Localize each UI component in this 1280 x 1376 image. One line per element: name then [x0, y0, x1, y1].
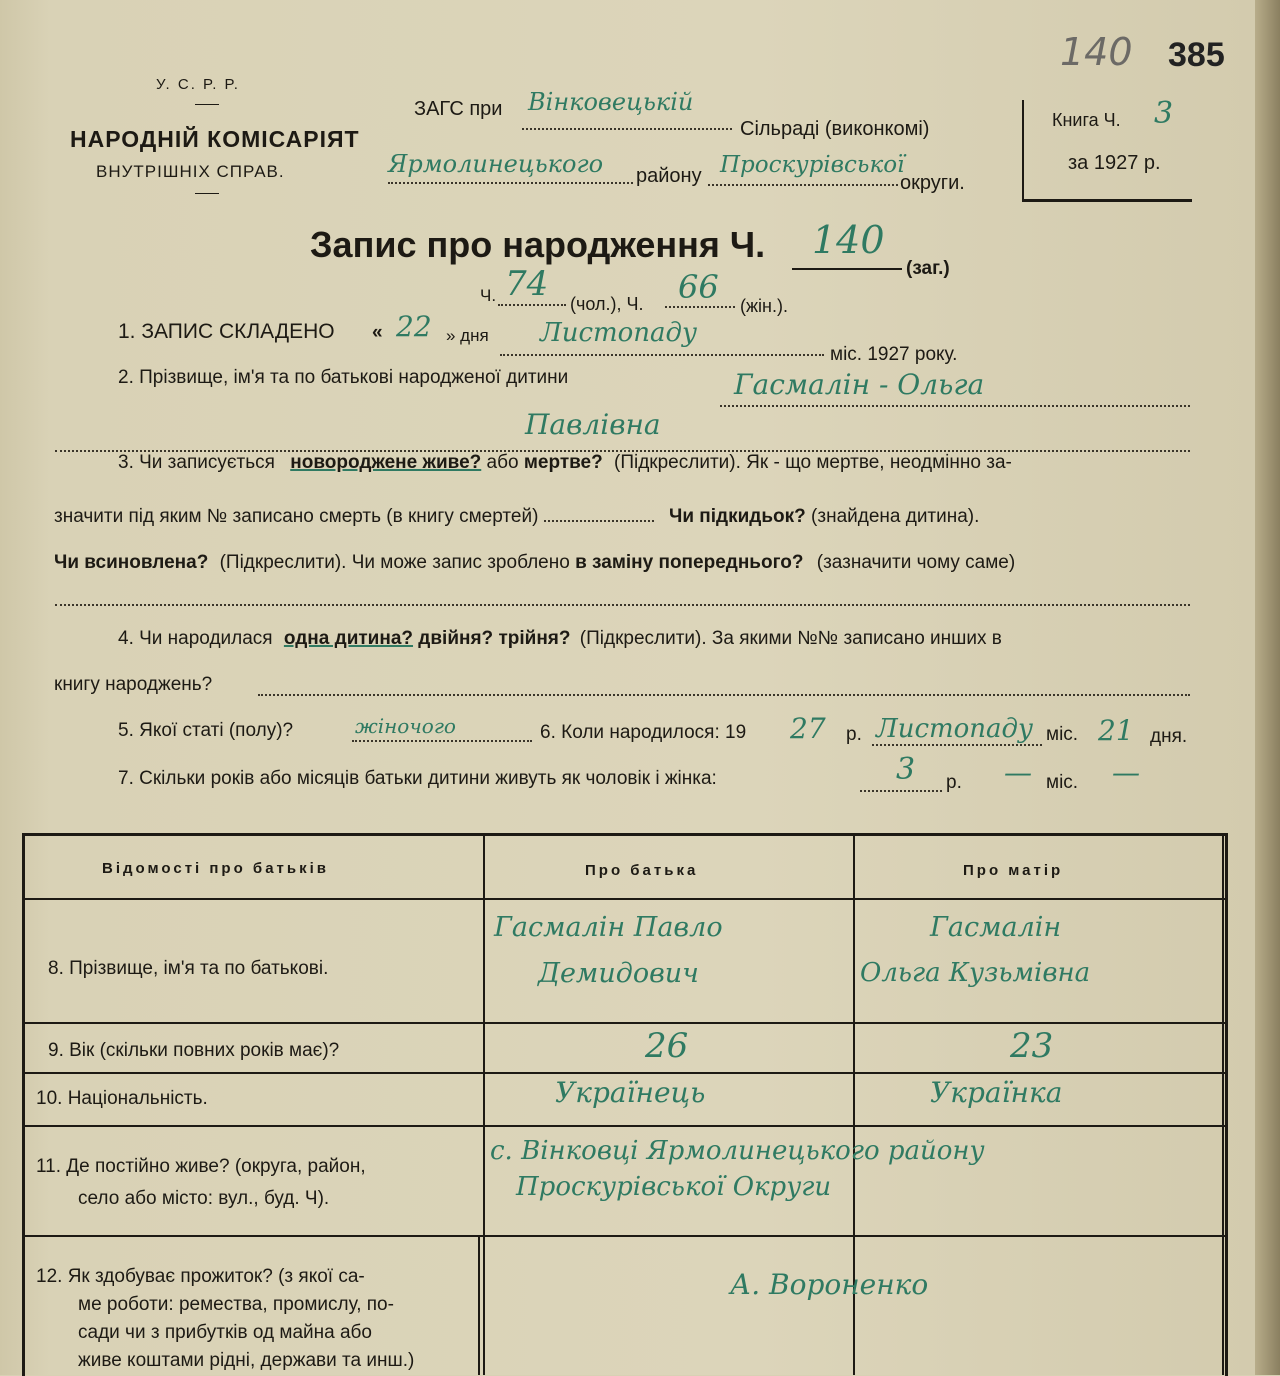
f3-line1	[118, 452, 1012, 474]
republic-label: У. С. Р. Р.	[156, 76, 240, 93]
f3-text-c: (Підкреслити). Як - що мертве, неодмінно за-	[614, 452, 1012, 473]
f3-alive: новороджене живе?	[290, 452, 482, 473]
district-label: району	[636, 165, 702, 187]
zags-line	[522, 128, 732, 130]
f2-name-hand: Гасмалін - Ольга	[734, 368, 985, 401]
f3-found: Чи підкидьок?	[668, 506, 806, 527]
male-label: (чол.), Ч.	[570, 294, 644, 314]
row10-label: 10. Національність.	[36, 1088, 208, 1109]
f3-adopted: Чи всиновлена?	[54, 552, 209, 573]
row10-mother-hand: Українка	[930, 1076, 1063, 1109]
table-rule-header	[22, 898, 1225, 900]
f1-quote-close: » дня	[446, 326, 489, 345]
f7-years-line	[860, 790, 942, 792]
f3-line2	[54, 506, 979, 528]
f3-line-blank	[55, 604, 1190, 606]
row9-mother-hand: 23	[1010, 1026, 1054, 1066]
table-header-mother: Про матір	[963, 862, 1064, 879]
female-number-line	[665, 306, 735, 308]
zags-village-hand: Вінковецькій	[528, 88, 694, 116]
table-col-1	[483, 836, 485, 1375]
book-label: Книга Ч.	[1052, 110, 1121, 130]
okrug-hand: Проскурівської	[720, 152, 905, 178]
f6-month-hand: Листопаду	[876, 714, 1034, 744]
okrug-label: округи.	[900, 172, 965, 194]
f4-triplets: трійня?	[498, 628, 571, 649]
f7-r: р.	[946, 772, 962, 793]
row9-label: 9. Вік (скільки повних років має)?	[48, 1040, 340, 1061]
table-col-3	[1222, 836, 1224, 1375]
f6-r: р.	[846, 724, 862, 745]
f1-day-hand: 22	[396, 310, 432, 343]
f3-line2-end: (знайдена дитина).	[811, 506, 980, 527]
male-ch-label: Ч.	[480, 286, 497, 305]
row8-mother-hand-2: Ольга Кузьмівна	[860, 958, 1091, 988]
f4-text-a: 4. Чи народилася	[118, 628, 273, 649]
row12-divider	[478, 1236, 480, 1375]
f7-label: 7. Скільки років або місяців батьки дитини живуть як чоловік і жінка:	[118, 768, 717, 789]
f3-line3	[54, 552, 1015, 574]
f3-text-b: або	[486, 452, 519, 473]
f4-one: одна дитина?	[283, 628, 414, 649]
row9-father-hand: 26	[645, 1026, 689, 1066]
f6-month-line	[872, 744, 1042, 746]
f3-line3-end: (зазначити чому саме)	[816, 552, 1016, 573]
female-number-hand: 66	[678, 268, 719, 306]
district-hand: Ярмолинецького	[388, 150, 604, 178]
pencil-number-right: 385	[1168, 36, 1225, 74]
f5-label: 5. Якої статі (полу)?	[118, 720, 294, 741]
table-rule-10	[22, 1125, 1225, 1127]
zags-label: ЗАГС при	[414, 98, 503, 120]
f3-line2-text: значити під яким № записано смерть (в книгу смертей)	[54, 506, 539, 527]
zag-label: (заг.)	[906, 258, 950, 279]
f4-line1	[118, 628, 1002, 650]
page-edge	[1255, 0, 1280, 1375]
f5-hand: жіночого	[355, 714, 456, 738]
row8-father-hand-2: Демидович	[538, 958, 699, 989]
row11-address-hand-2: Проскурівської Округи	[516, 1172, 832, 1202]
f5-line	[352, 740, 532, 742]
f6-dnya: дня.	[1150, 726, 1188, 747]
f1-quote-open: «	[372, 322, 383, 343]
f3-text-a: 3. Чи записується	[118, 452, 275, 473]
f4-line-blank	[258, 694, 1190, 696]
table-rule-9	[22, 1072, 1225, 1074]
f7-mis: міс.	[1046, 772, 1079, 793]
row11-label-2: село або місто: вул., буд. Ч).	[78, 1188, 330, 1209]
book-number-hand: 3	[1154, 96, 1174, 131]
f6-day-hand: 21	[1098, 714, 1134, 747]
female-label: (жін.).	[740, 296, 788, 316]
header-divider-2	[195, 193, 219, 194]
department-label: ВНУТРІШНІХ СПРАВ.	[96, 162, 285, 181]
commissariat-label: НАРОДНІЙ КОМІСАРІЯТ	[70, 126, 360, 152]
f4-text-b: (Підкреслити). За якими №№ записано инших в	[579, 628, 1002, 649]
table-rule-8	[22, 1022, 1225, 1024]
male-number-line	[498, 304, 566, 306]
row12-label-3: сади чи з прибутків од майна або	[78, 1322, 372, 1343]
row11-label-1: 11. Де постійно живе? (округа, район,	[36, 1156, 366, 1177]
document-title: Запис про народження Ч.	[310, 224, 766, 265]
row11-address-hand: с. Вінковці Ярмолинецького району	[490, 1136, 985, 1166]
book-year: за 1927 р.	[1068, 152, 1161, 174]
f3-line3-text: (Підкреслити). Чи може запис зроблено	[219, 552, 570, 573]
f2-line	[720, 405, 1190, 407]
f3-dead: мертве?	[523, 452, 603, 473]
district-line	[388, 182, 633, 184]
record-number-line	[792, 268, 902, 270]
row8-label: 8. Прізвище, ім'я та по батькові.	[48, 958, 329, 979]
f6-label: 6. Коли народилося: 19	[540, 722, 747, 743]
f6-mis: міс.	[1046, 724, 1079, 745]
registrar-signature: А. Вороненко	[730, 1268, 929, 1301]
silrada-label: Сільраді (виконкомі)	[740, 118, 930, 140]
row12-label-2: ме роботи: ремества, промислу, по-	[78, 1294, 394, 1315]
row12-label-1: 12. Як здобуває прожиток? (з якої са-	[36, 1266, 365, 1287]
f6-year-hand: 27	[790, 712, 826, 745]
row12-label-4: живе коштами рідні, держави та инш.)	[78, 1350, 415, 1371]
okrug-line	[708, 184, 898, 186]
f2-patronymic-hand: Павлівна	[525, 408, 661, 441]
f4-twins: двійня?	[418, 628, 494, 649]
f1-month-hand: Листопаду	[540, 318, 698, 348]
f7-months-hand: —	[1004, 756, 1032, 789]
f2-label: 2. Прізвище, ім'я та по батькові народженої дитини	[118, 367, 569, 388]
header-divider	[195, 104, 219, 105]
f1-label: 1. ЗАПИС СКЛАДЕНО	[118, 320, 335, 343]
f1-month-line	[500, 354, 824, 356]
f7-end-hand: —	[1112, 756, 1140, 789]
f4-line2: книгу народжень?	[54, 674, 213, 695]
male-number-hand: 74	[505, 264, 549, 304]
f3-replace: в заміну попереднього?	[575, 552, 804, 573]
record-number-hand: 140	[812, 218, 885, 262]
table-header-father: Про батька	[585, 862, 699, 879]
table-header-info: Відомості про батьків	[102, 860, 329, 877]
f1-year: міс. 1927 року.	[830, 344, 958, 365]
f7-years-hand: 3	[896, 752, 916, 787]
row8-father-hand: Гасмалін Павло	[494, 912, 723, 943]
table-rule-11	[22, 1235, 1225, 1237]
row10-father-hand: Українець	[555, 1076, 706, 1109]
pencil-number: 140	[1060, 30, 1133, 74]
row8-mother-hand: Гасмалін	[930, 912, 1062, 943]
